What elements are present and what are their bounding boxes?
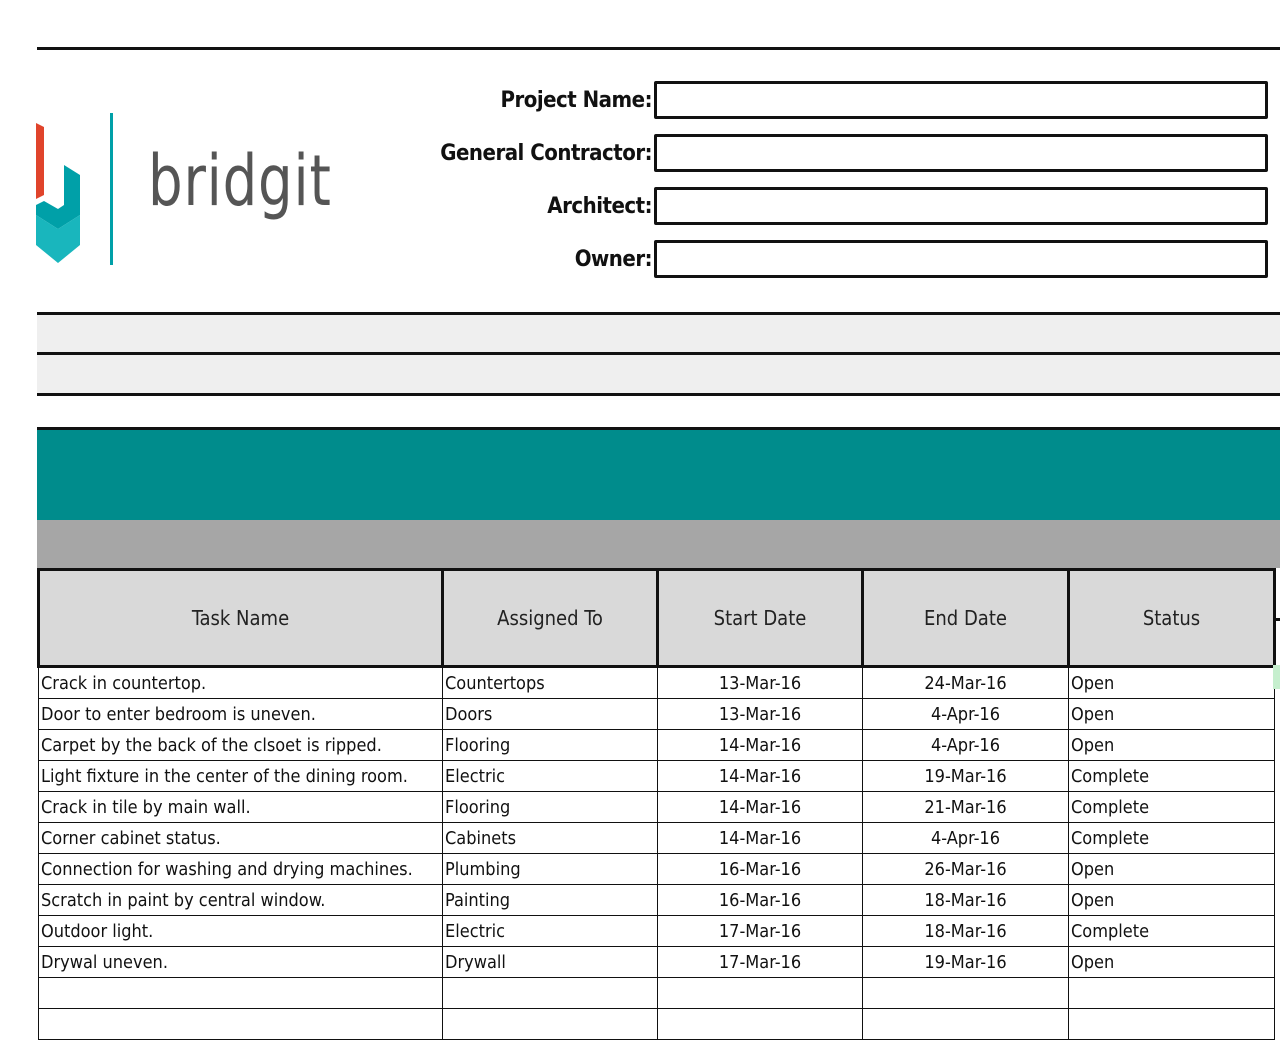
end-date-cell[interactable]: 24-Mar-16 [863, 667, 1069, 699]
column-header-task-name[interactable]: Task Name [39, 570, 443, 667]
grey-subheader-band [37, 520, 1280, 568]
status-cell[interactable]: Complete [1069, 823, 1275, 854]
task-table [37, 568, 1276, 1040]
table-row-empty [39, 1009, 1275, 1040]
assigned-to-cell[interactable]: Flooring [443, 730, 658, 761]
task-name-cell[interactable]: Carpet by the back of the clsoet is ripped. [39, 730, 443, 761]
end-date-cell[interactable] [863, 978, 1069, 1009]
task-name-cell[interactable]: Door to enter bedroom is uneven. [39, 699, 443, 730]
end-date-cell[interactable]: 18-Mar-16 [863, 885, 1069, 916]
start-date-cell[interactable]: 16-Mar-16 [658, 854, 863, 885]
end-date-cell[interactable]: 26-Mar-16 [863, 854, 1069, 885]
task-name-cell[interactable] [39, 1009, 443, 1040]
assigned-to-cell[interactable]: Painting [443, 885, 658, 916]
general-contractor-field[interactable] [654, 134, 1268, 172]
clipped-column-highlight [1273, 665, 1280, 689]
owner-field[interactable] [654, 240, 1268, 278]
status-cell[interactable]: Open [1069, 947, 1275, 978]
assigned-to-cell[interactable]: Countertops [443, 667, 658, 699]
end-date-cell[interactable]: 21-Mar-16 [863, 792, 1069, 823]
end-date-cell[interactable] [863, 1009, 1069, 1040]
start-date-cell[interactable]: 14-Mar-16 [658, 792, 863, 823]
start-date-cell[interactable]: 14-Mar-16 [658, 823, 863, 854]
table-row [39, 667, 1275, 699]
table-row-empty [39, 978, 1275, 1009]
task-name-cell[interactable]: Scratch in paint by central window. [39, 885, 443, 916]
status-cell[interactable]: Open [1069, 667, 1275, 699]
table-row [39, 761, 1275, 792]
start-date-cell[interactable]: 14-Mar-16 [658, 730, 863, 761]
start-date-cell[interactable]: 16-Mar-16 [658, 885, 863, 916]
table-row [39, 730, 1275, 761]
table-row [39, 947, 1275, 978]
start-date-cell[interactable]: 14-Mar-16 [658, 761, 863, 792]
task-name-cell[interactable]: Crack in tile by main wall. [39, 792, 443, 823]
start-date-cell[interactable]: 13-Mar-16 [658, 667, 863, 699]
owner-label: Owner: [574, 247, 652, 272]
clipped-next-column [1273, 568, 1280, 1024]
assigned-to-cell[interactable]: Plumbing [443, 854, 658, 885]
project-name-label: Project Name: [500, 88, 652, 113]
clipped-column-rule [1273, 618, 1280, 621]
assigned-to-cell[interactable]: Doors [443, 699, 658, 730]
status-cell[interactable]: Complete [1069, 761, 1275, 792]
top-rule [37, 47, 1280, 50]
end-date-cell[interactable]: 19-Mar-16 [863, 947, 1069, 978]
assigned-to-cell[interactable]: Flooring [443, 792, 658, 823]
start-date-cell[interactable]: 17-Mar-16 [658, 947, 863, 978]
status-cell[interactable] [1069, 978, 1275, 1009]
task-name-cell[interactable]: Crack in countertop. [39, 667, 443, 699]
architect-label: Architect: [547, 194, 652, 219]
table-row [39, 854, 1275, 885]
column-header-start-date[interactable]: Start Date [658, 570, 863, 667]
end-date-cell[interactable]: 4-Apr-16 [863, 730, 1069, 761]
task-name-cell[interactable]: Light fixture in the center of the dining room. [39, 761, 443, 792]
assigned-to-cell[interactable] [443, 978, 658, 1009]
start-date-cell[interactable]: 17-Mar-16 [658, 916, 863, 947]
section-rule-3 [37, 393, 1280, 396]
task-name-cell[interactable]: Corner cabinet status. [39, 823, 443, 854]
table-row [39, 792, 1275, 823]
general-contractor-label: General Contractor: [440, 141, 652, 166]
logo-divider [110, 113, 113, 265]
grey-band-1 [37, 315, 1280, 352]
end-date-cell[interactable]: 18-Mar-16 [863, 916, 1069, 947]
logo-mark-orange [36, 123, 44, 199]
status-cell[interactable]: Complete [1069, 916, 1275, 947]
task-name-cell[interactable]: Outdoor light. [39, 916, 443, 947]
task-name-cell[interactable]: Connection for washing and drying machines. [39, 854, 443, 885]
task-name-cell[interactable]: Drywal uneven. [39, 947, 443, 978]
status-cell[interactable]: Open [1069, 699, 1275, 730]
grey-band-2 [37, 355, 1280, 393]
project-name-field[interactable] [654, 81, 1268, 119]
status-cell[interactable]: Open [1069, 730, 1275, 761]
logo-wordmark: bridgit [148, 140, 332, 222]
start-date-cell[interactable] [658, 1009, 863, 1040]
task-name-cell[interactable] [39, 978, 443, 1009]
end-date-cell[interactable]: 19-Mar-16 [863, 761, 1069, 792]
status-cell[interactable]: Complete [1069, 792, 1275, 823]
assigned-to-cell[interactable]: Electric [443, 761, 658, 792]
assigned-to-cell[interactable]: Cabinets [443, 823, 658, 854]
status-cell[interactable]: Open [1069, 885, 1275, 916]
table-row [39, 916, 1275, 947]
column-header-status[interactable]: Status [1069, 570, 1275, 667]
column-header-assigned-to[interactable]: Assigned To [443, 570, 658, 667]
end-date-cell[interactable]: 4-Apr-16 [863, 823, 1069, 854]
table-row [39, 885, 1275, 916]
assigned-to-cell[interactable]: Drywall [443, 947, 658, 978]
assigned-to-cell[interactable]: Electric [443, 916, 658, 947]
status-cell[interactable] [1069, 1009, 1275, 1040]
table-row [39, 823, 1275, 854]
start-date-cell[interactable] [658, 978, 863, 1009]
status-cell[interactable]: Open [1069, 854, 1275, 885]
assigned-to-cell[interactable] [443, 1009, 658, 1040]
table-row [39, 699, 1275, 730]
end-date-cell[interactable]: 4-Apr-16 [863, 699, 1069, 730]
table-header-row [39, 570, 1275, 667]
architect-field[interactable] [654, 187, 1268, 225]
column-header-end-date[interactable]: End Date [863, 570, 1069, 667]
teal-header-band [37, 427, 1280, 523]
start-date-cell[interactable]: 13-Mar-16 [658, 699, 863, 730]
